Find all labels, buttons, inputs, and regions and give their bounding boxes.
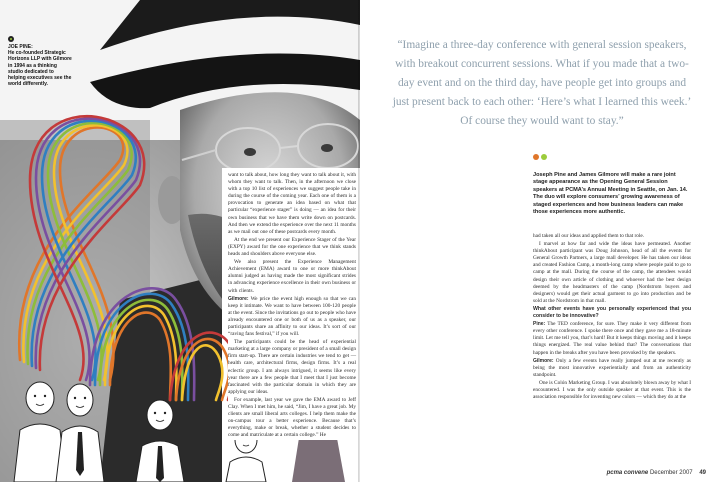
interview-question: What other events have you personally experienced that you consider to be innovative?: [533, 305, 691, 319]
pull-quote: “Imagine a three-day conference with general session speakers, with breakout concurrent sessions. What if you made that a two-day event and on the third day, have people get into groups and just present back to each other: ‘Here’s what I learned this week.’ Of course they would want to stay.”: [392, 39, 692, 127]
paragraph: [533, 358, 691, 379]
speaker-label: Pine:: [533, 321, 546, 328]
green-dot-icon: [541, 154, 547, 160]
paragraph: One is Colón Marketing Group. I was absolutely blown away by what I encountered. I was the only outside speaker at that event. This is the association responsible for inventing new colors — which they do at the: [533, 379, 691, 401]
paragraph: We also present the Experience Management Achievement (EMA) award to one or more thinkAbout alumni judged as having made the most significant strides in advancing experience excellence in their own business or with clients.: [228, 259, 356, 294]
paragraph: I marvel at how far and wide the ideas have permeated. Another thinkAbout participant was Doug Johnson, head of all the events for General Growth Partners, a large mall developer. He has taken our ideas and created Fashion Camp, a month-long camp where people paid to go to camp at the mall. During the course of the camp, the attendees would design their own article of clothing and whoever had the best design deemed by the headmasters of the camp (Nordstrom buyers and designers) would get their actual garment to go into production and be sold at the Nordstrom in that mall.: [533, 241, 691, 304]
photo-caption: [8, 36, 72, 87]
paragraph-text: Only a few events have really jumped out at me recently as being the most innovative experientially and from an authenticity standpoint.: [533, 357, 691, 378]
bullet-dot-icon: [8, 36, 14, 42]
orange-dot-icon: [533, 154, 539, 160]
speaker-label: Gilmore:: [228, 295, 249, 302]
page-number: 49: [699, 470, 706, 476]
article-column-3: [533, 233, 691, 402]
paragraph-text: The TED conference, for sure. They make it very different from every other conference. I spoke there once and they gave me a 18-minute limit. Let me tell you, that’s hard! But it keeps things moving and it keeps things energized. The real value behind that? The conversations that happen in the breaks after you have been provoked by the speakers.: [533, 321, 691, 356]
magazine-name: pcma convene: [606, 470, 649, 476]
paragraph: want to talk about, how long they want to talk about it, with whom they want to talk. Then, in the afternoon we close with a top 10 list of experiences we suggest people take in during the course of the coming year. Each one of them is a provocation to generate an idea based on what that particular “experience stager” is doing — an idea for their own business that we have them write down on postcards. And then we extend the experience over the next 11 months as we mail out one of these postcards every month.: [228, 172, 356, 235]
caption-text: He co-founded Strategic Horizons LLP with Gilmore in 1994 as a thinking studio dedicated to helping executives see the world differently.: [8, 50, 72, 88]
intro-blurb: Joseph Pine and James Gilmore will make a rare joint stage appearance as the Opening General Session speakers at PCMA’s Annual Meeting in Seattle, on Jan. 14. The duo will explore consumers’ growing awareness of staged experiences and how business leaders can make those experiences more authentic.: [533, 172, 688, 216]
page-footer: [0, 468, 720, 482]
caption-name: JOE PINE:: [8, 44, 33, 50]
paragraph: At the end we present our Experience Stager of the Year (EXPY) award for the one experience that we think stands heads and shoulders above everyone else.: [228, 236, 356, 258]
paragraph: For example, last year we gave the EMA award to Jeff Clay. When I met him, he said, “Jim, I have a great job. My clients are small liberal arts colleges. I help them make the on-campus tour a better experience. Because that’s everything, make or break, whether a student decides to come and matriculate at a certain college.” He: [228, 396, 356, 439]
paragraph: [228, 296, 356, 339]
issue-date: December 2007: [649, 470, 693, 476]
decorative-dots: [533, 154, 553, 162]
speaker-label: Gilmore:: [533, 357, 554, 364]
paragraph: The participants could be the head of experiential marketing at a large company or president of a small design firm start-up. There are certain industries we tend to get — health care, architectural firms, design firms. It’s a real eclectic group. I am always intrigued, it seems like every year there are a few people that I meet that I just become fascinated with the particular domain in which they are applying our ideas.: [228, 339, 356, 395]
paragraph: [533, 321, 691, 356]
paragraph: had taken all our ideas and applied them to that role.: [533, 233, 645, 239]
paragraph-text: We price the event high enough so that we can keep it intimate. We want to have between 100-120 people at the event. Since the invitations go out to people who have already encountered one or both of us as a speaker, our participants share an affinity to our ideas. It’s sort of our “raving fans festival,” if you will.: [228, 295, 357, 338]
folio: [607, 470, 706, 476]
article-column-1: [228, 172, 356, 440]
